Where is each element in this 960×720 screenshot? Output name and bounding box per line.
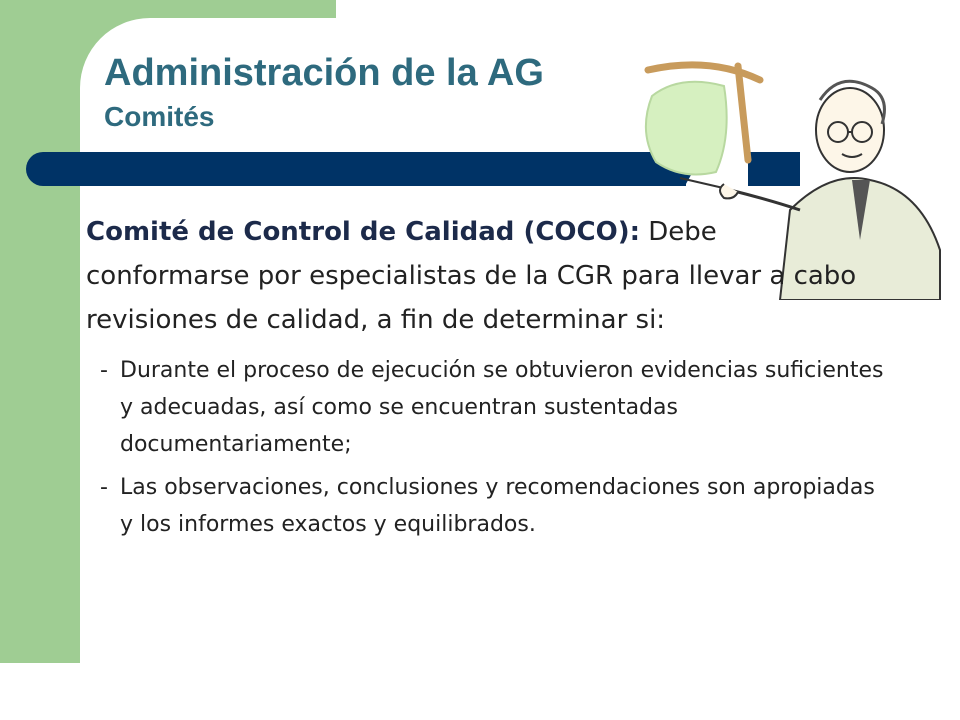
- bullet-marker: -: [100, 358, 108, 383]
- slide-subtitle: Comités: [104, 101, 215, 132]
- left-green-band: [0, 0, 80, 663]
- intro-paragraph: [86, 210, 886, 342]
- intro-text: Debe conformarse por especialistas de la CGR para llevar a cabo revisiones de calidad, a fin de determinar si:: [86, 217, 857, 335]
- list-item: [100, 469, 886, 543]
- slide-title: Administración de la AG: [104, 52, 544, 94]
- committee-name: Comité de Control de Calidad (COCO):: [86, 217, 640, 247]
- title-divider-bar: [26, 152, 686, 186]
- list-item: [100, 352, 886, 463]
- list-item-text: Las observaciones, conclusiones y recomendaciones son apropiadas y los informes exactos y equilibrados.: [120, 475, 875, 537]
- criteria-list: [86, 352, 886, 543]
- bullet-marker: -: [100, 475, 108, 500]
- slide-body: [86, 210, 886, 549]
- list-item-text: Durante el proceso de ejecución se obtuvieron evidencias suficientes y adecuadas, así como se encuentran sustentadas documentariamente;: [120, 358, 884, 457]
